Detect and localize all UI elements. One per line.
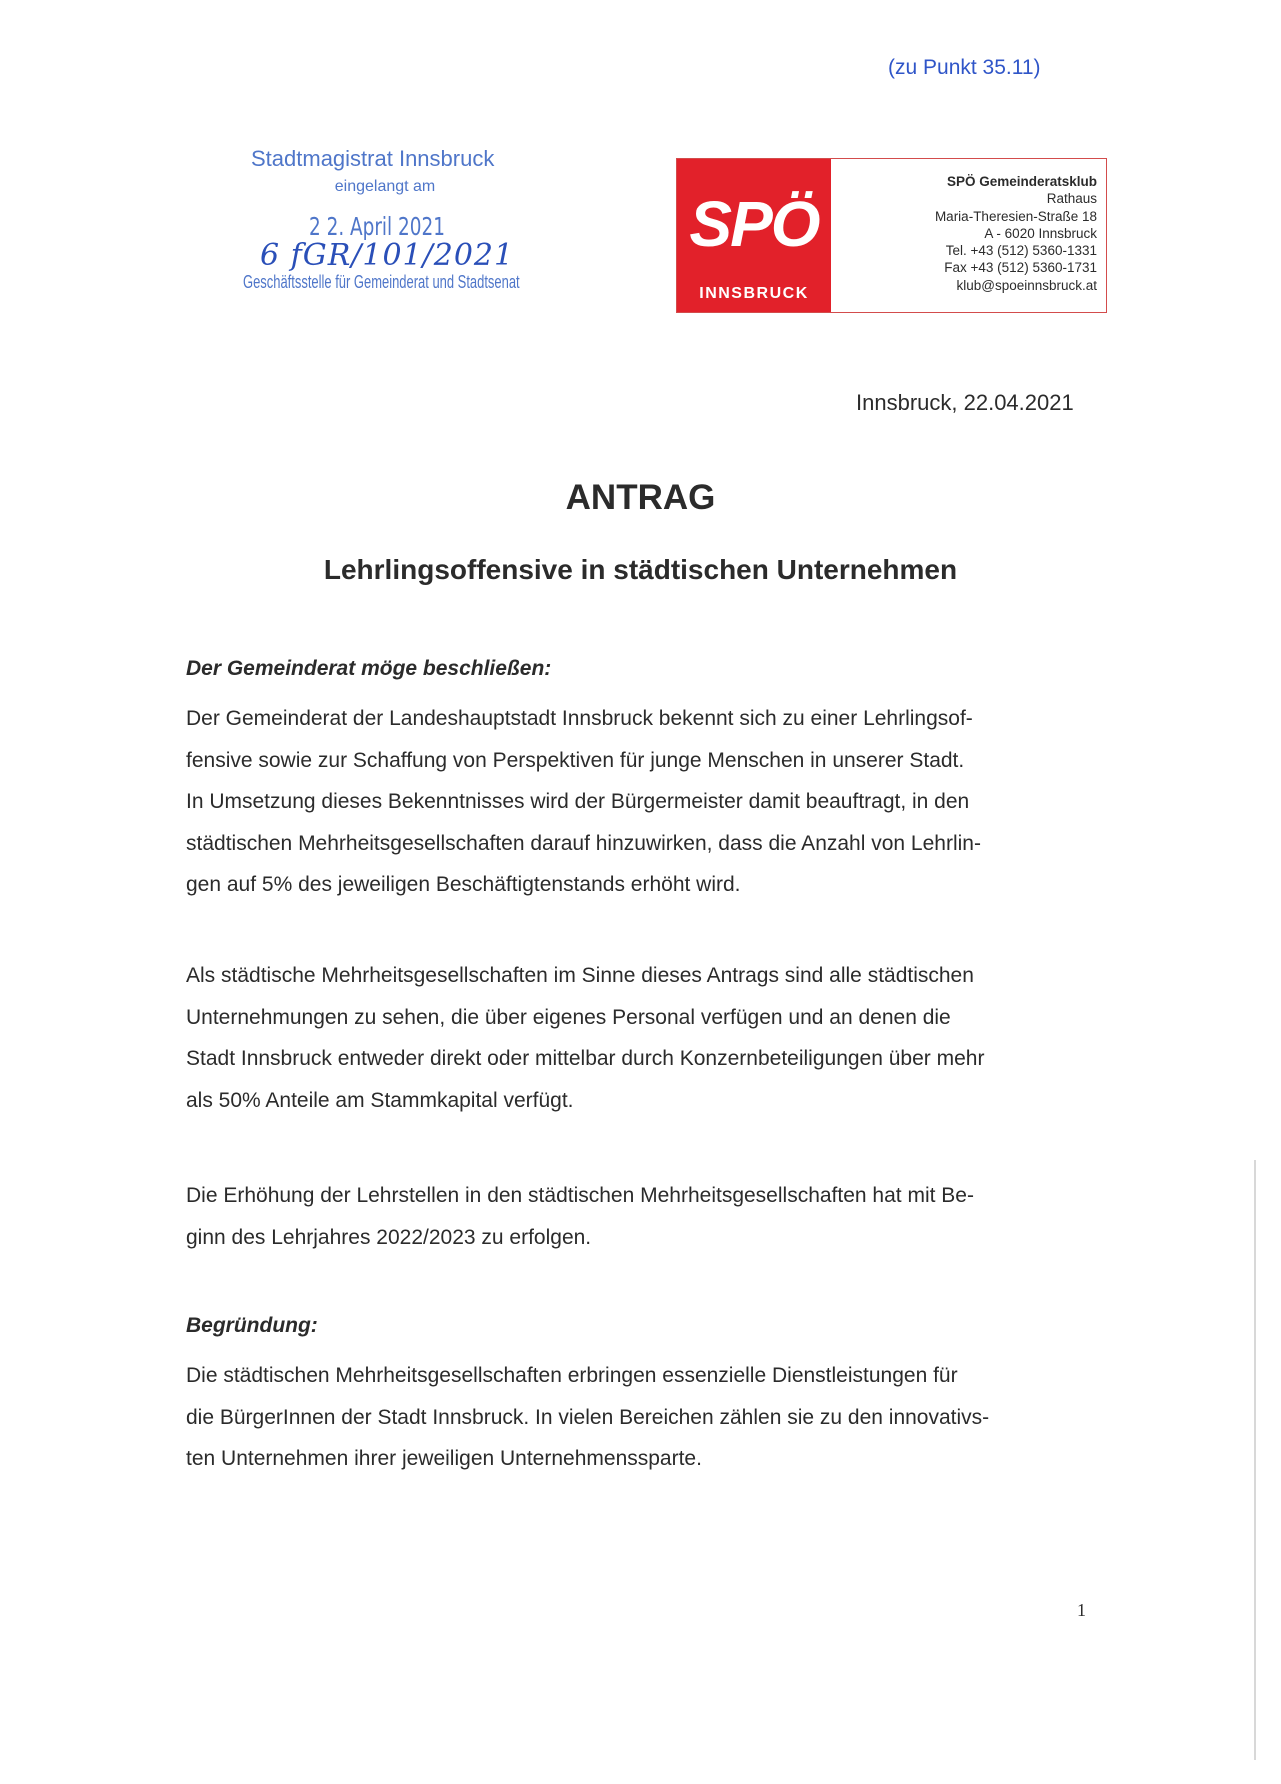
text-line: Stadt Innsbruck entweder direkt oder mittelbar durch Konzernbeteiligungen über mehr <box>186 1047 985 1070</box>
page-number: 1 <box>1077 1600 1086 1620</box>
resolution-heading: Der Gemeinderat möge beschließen: <box>186 657 552 680</box>
address-tel: Tel. +43 (512) 5360-1331 <box>945 243 1097 259</box>
text-line: städtischen Mehrheitsgesellschaften darauf hinzuwirken, dass die Anzahl von Lehrlin- <box>186 831 981 855</box>
text-line: als 50% Anteile am Stammkapital verfügt. <box>186 1088 574 1112</box>
text-line: Die Erhöhung der Lehrstellen in den städtischen Mehrheitsgesellschaften hat mit Be- <box>186 1184 974 1207</box>
text-line: Unternehmungen zu sehen, die über eigenes Personal verfügen und an denen die <box>186 1005 951 1029</box>
scan-edge-line <box>1254 1160 1256 1760</box>
logo-city: INNSBRUCK <box>699 285 809 302</box>
text-line: Die städtischen Mehrheitsgesellschaften erbringen essenzielle Dienstleistungen für <box>186 1364 958 1387</box>
text-line: In Umsetzung dieses Bekenntnisses wird der Bürgermeister damit beauftragt, in den <box>186 790 970 813</box>
place-date: Innsbruck, 22.04.2021 <box>856 390 1074 415</box>
text-line: Als städtische Mehrheitsgesellschaften im Sinne dieses Antrags sind alle städtischen <box>186 964 974 987</box>
letterhead-box <box>676 158 1107 313</box>
sender-address <box>935 173 1097 294</box>
justification-paragraph <box>186 1355 1086 1480</box>
timeline-paragraph <box>186 1175 1086 1258</box>
text-line: ginn des Lehrjahres 2022/2023 zu erfolgen. <box>186 1225 592 1249</box>
document-title: ANTRAG <box>565 478 716 517</box>
stamp-title: Stadtmagistrat Innsbruck <box>251 146 495 171</box>
address-org: SPÖ Gemeinderatsklub <box>946 174 1097 189</box>
reference-note: (zu Punkt 35.11) <box>888 56 1041 79</box>
text-line: Der Gemeinderat der Landeshauptstadt Innsbruck bekennt sich zu einer Lehrlingsof- <box>186 707 973 730</box>
text-line: die BürgerInnen der Stadt Innsbruck. In vielen Bereichen zählen sie zu den innovativs- <box>186 1405 990 1429</box>
resolution-paragraph <box>186 698 1086 906</box>
address-postal: A - 6020 Innsbruck <box>984 225 1097 241</box>
received-stamp <box>235 146 535 306</box>
text-line: gen auf 5% des jeweiligen Beschäftigtenstands erhöht wird. <box>186 873 741 896</box>
address-fax: Fax +43 (512) 5360-1731 <box>944 260 1097 276</box>
address-email: klub@spoeinnsbruck.at <box>956 277 1097 293</box>
text-line: ten Unternehmen ihrer jeweiligen Unternehmenssparte. <box>186 1447 702 1470</box>
definition-paragraph <box>186 955 1086 1121</box>
spo-logo <box>677 159 831 312</box>
justification-heading: Begründung: <box>186 1314 318 1337</box>
document-subtitle: Lehrlingsoffensive in städtischen Unternehmen <box>323 554 958 585</box>
text-line: fensive sowie zur Schaffung von Perspektiven für junge Menschen in unserer Stadt. <box>186 748 965 772</box>
stamp-handwritten-number: 6 fGR/101/2021 <box>260 238 515 273</box>
address-building: Rathaus <box>1046 191 1097 207</box>
stamp-footer: Geschäftsstelle für Gemeinderat und Stadtsenat <box>243 272 520 292</box>
address-street: Maria-Theresien-Straße 18 <box>934 208 1097 224</box>
logo-brand: SPÖ <box>689 188 819 260</box>
stamp-subtitle: eingelangt am <box>334 178 436 195</box>
stamp-date: 2 2. April 2021 <box>309 212 445 241</box>
